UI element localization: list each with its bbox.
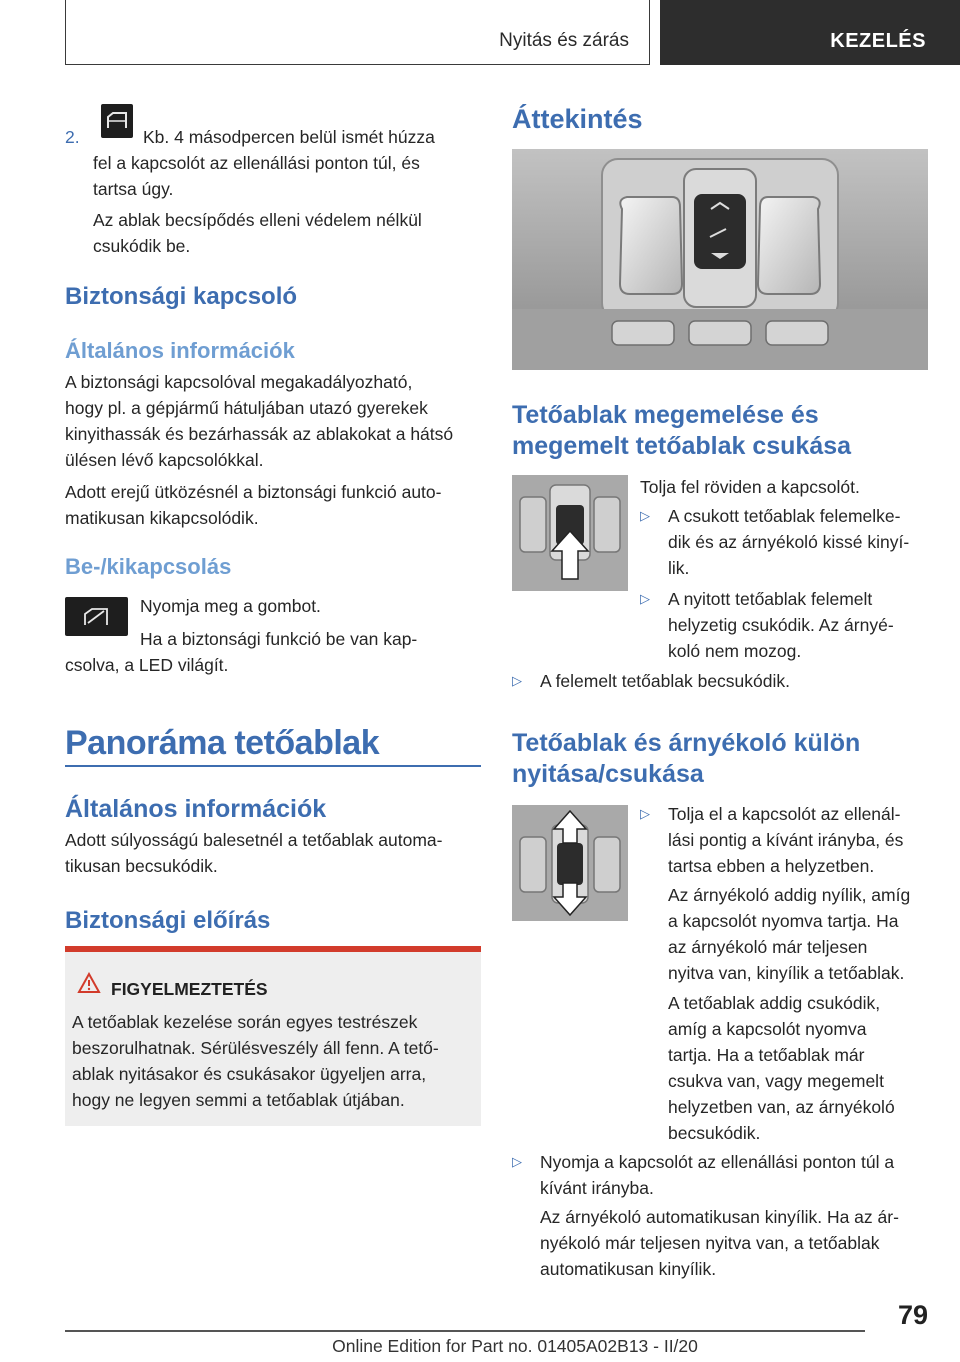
raise-switch-illustration [512,475,628,591]
footer-edition: Online Edition for Part no. 01405A02B13 - II/20 [332,1336,698,1356]
warning-triangle-icon [77,972,101,994]
heading-rule [65,765,481,767]
panorama-general-heading: Általános információk [65,795,327,823]
panorama-heading: Panoráma tetőablak [65,724,380,762]
panorama-general-text: Adott súlyosságú balesetnél a tetőablak automa- tikusan becsukódik. [65,830,443,876]
safety-instruction-heading: Biztonsági előírás [65,907,271,934]
header-section-title: Nyitás és zárás [499,30,629,51]
led-text-b: csolva, a LED világít. [65,655,229,675]
step-text-a: Kb. 4 másodpercen belül ismét húzza [143,127,435,147]
bullet-triangle-icon: ▷ [640,508,650,523]
header-chapter-title: KEZELÉS [830,30,926,52]
child-lock-button-icon [65,597,128,636]
separate-switch-illustration [512,805,628,921]
bullet-triangle-icon: ▷ [640,591,650,606]
warning-box: FIGYELMEZTETÉS A tetőablak kezelése során egyes testrészek beszorulhatnak. Sérülésveszély áll fenn. A tető- ablak nyitásakor és csukásakor ügyeljen arra, hogy ne legyen semmi a tetőablak útjában. [65,946,481,1126]
raise-bullet-3: A felemelt tetőablak becsukódik. [540,671,791,691]
separate-para-1: Az árnyékoló addig nyílik, amíg a kapcsolót nyomva tartja. Ha az árnyékoló már teljesen nyitva van, kinyílik a tetőablak. [668,885,911,983]
separate-para-3: Az árnyékoló automatikusan kinyílik. Ha az ár- nyékoló már teljesen nyitva van, a tetőablak automatikusan kinyílik. [540,1207,899,1279]
press-button-text: Nyomja meg a gombot. [140,596,321,616]
warning-title: FIGYELMEZTETÉS [111,979,268,999]
window-switch-icon [101,104,133,138]
bullet-triangle-icon: ▷ [640,806,650,821]
page-number: 79 [897,1300,928,1330]
overview-heading: Áttekintés [512,104,643,134]
onoff-heading: Be-/kikapcsolás [65,554,232,579]
led-text-a: Ha a biztonsági funkció be van kap- [140,629,418,649]
step-note-b: csukódik be. [93,236,191,256]
raise-heading: Tetőablak megemelése és megemelt tetőablak csukása [512,401,852,460]
raise-bullet-2: A nyitott tetőablak felemelt helyzetig csukódik. Az árnyé- koló nem mozog. [668,589,894,661]
safety-collision-text: Adott erejű ütközésnél a biztonsági funkció auto- matikusan kikapcsolódik. [65,482,442,528]
raise-bullet-1: A csukott tetőablak felemelke- dik és az árnyékoló kissé kinyí- lik. [668,506,910,578]
header-chapter-tab [660,0,960,65]
bullet-triangle-icon: ▷ [512,1154,522,1169]
step-note-a: Az ablak becsípődés elleni védelem nélkül [93,210,422,230]
header-section-box [65,0,650,65]
raise-intro: Tolja fel röviden a kapcsolót. [640,477,860,497]
safety-switch-heading: Biztonsági kapcsoló [65,283,298,310]
step-number: 2. [65,127,80,147]
separate-heading: Tetőablak és árnyékoló külön nyitása/csukása [512,729,861,788]
safety-general-text: A biztonsági kapcsolóval megakadályozható, hogy pl. a gépjármű hátuljában utazó gyerekek kinyithassák és bezárhassák az ablakokat a hátsó ülésen lévő kapcsolókkal. [65,372,454,470]
separate-bullet-2: Nyomja a kapcsolót az ellenállási ponton túl a kívánt irányba. [540,1152,895,1198]
step-text-b: fel a kapcsolót az ellenállási ponton túl, és [93,153,420,173]
overview-illustration [512,149,928,370]
safety-general-heading: Általános információk [65,338,295,363]
footer-rule [65,1330,865,1332]
step-text-c: tartsa úgy. [93,179,174,199]
bullet-triangle-icon: ▷ [512,673,522,688]
separate-bullet-1: Tolja el a kapcsolót az ellenál- lási pontig a kívánt irányba, és tartsa ebben a helyzetben. [668,804,904,876]
separate-para-2: A tetőablak addig csukódik, amíg a kapcsolót nyomva tartja. Ha a tetőablak már csukva van, vagy megemelt helyzetben van, az árnyékoló becsukódik. [668,993,895,1143]
